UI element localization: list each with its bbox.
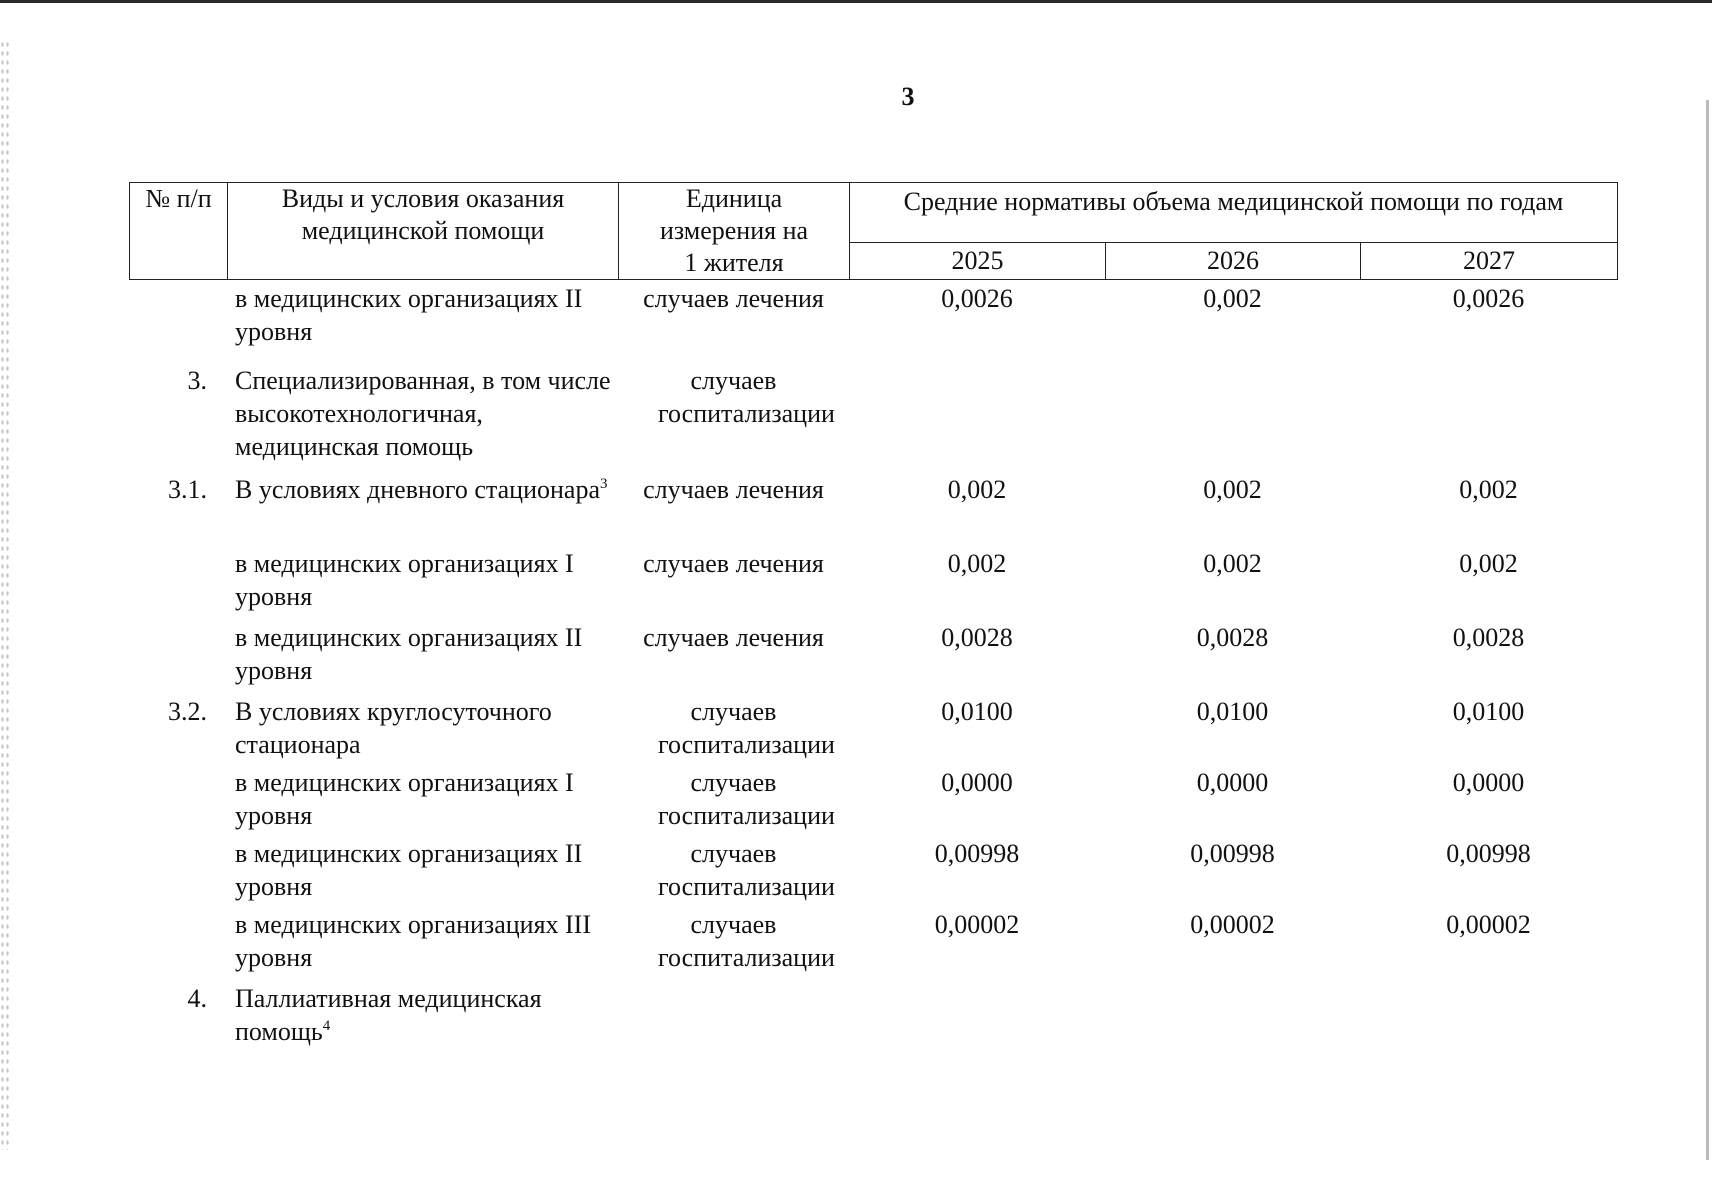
row-number — [129, 908, 227, 982]
value-2026: 0,002 — [1203, 475, 1262, 504]
table-header — [129, 182, 1618, 280]
value-2025: 0,00002 — [934, 910, 1020, 939]
row-number — [129, 282, 227, 364]
value-2025: 0,0000 — [941, 768, 1013, 797]
value-2026: 0,002 — [1203, 549, 1262, 578]
table-row — [129, 982, 1617, 1052]
value-2026: 0,0028 — [1196, 623, 1269, 652]
value-2025 — [849, 982, 1105, 1052]
value-2027 — [1360, 364, 1617, 473]
value-2027: 0,0026 — [1452, 284, 1525, 313]
row-unit — [618, 982, 849, 1052]
row-unit: случаев госпитализации — [658, 697, 835, 759]
value-2025: 0,002 — [947, 549, 1007, 578]
header-year-2027: 2027 — [1361, 242, 1618, 279]
value-2025: 0,0100 — [941, 697, 1013, 726]
row-number: 3.2. — [168, 697, 207, 726]
value-2026: 0,0000 — [1196, 768, 1269, 797]
value-2026: 0,00002 — [1190, 910, 1275, 939]
value-2027: 0,0028 — [1452, 623, 1525, 652]
header-year-2025: 2025 — [850, 242, 1106, 279]
header-num: № п/п — [130, 183, 228, 280]
header-kind: Виды и условия оказания медицинской помощи — [228, 183, 619, 280]
value-2025: 0,0026 — [941, 284, 1013, 313]
value-2025: 0,0028 — [941, 623, 1013, 652]
page-number: 3 — [901, 82, 915, 111]
row-name: в медицинских организациях III уровня — [235, 910, 592, 972]
row-name: в медицинских организациях II уровня — [235, 284, 583, 346]
row-name: В условиях круглосуточного стационара — [235, 697, 552, 759]
value-2027: 0,0100 — [1452, 697, 1525, 726]
row-number: 3.1. — [168, 475, 207, 504]
row-number: 3. — [187, 366, 207, 395]
value-2026: 0,002 — [1203, 284, 1262, 313]
value-2027: 0,0000 — [1452, 768, 1525, 797]
row-unit: случаев лечения — [643, 549, 824, 578]
table-body — [129, 282, 1617, 1052]
scan-edge-left — [0, 40, 9, 1150]
row-unit: случаев госпитализации — [658, 910, 835, 972]
table-row — [129, 547, 1617, 621]
table-row — [129, 695, 1617, 766]
row-name: в медицинских организациях I уровня — [235, 549, 574, 611]
table-row — [129, 473, 1617, 547]
row-number: 4. — [187, 984, 207, 1013]
row-name: в медицинских организациях II уровня — [235, 839, 583, 901]
row-number — [129, 766, 227, 837]
value-2025: 0,00998 — [934, 839, 1020, 868]
header-year-2026: 2026 — [1106, 242, 1361, 279]
table-row — [129, 621, 1617, 695]
value-2025 — [849, 364, 1105, 473]
row-name: в медицинских организациях II уровня — [235, 623, 583, 685]
table-row — [129, 364, 1617, 473]
table-row — [129, 837, 1617, 908]
row-number — [129, 621, 227, 695]
row-unit: случаев лечения — [643, 475, 824, 504]
value-2025: 0,002 — [947, 475, 1007, 504]
row-number — [129, 547, 227, 621]
row-unit: случаев лечения — [643, 623, 824, 652]
row-name: Специализированная, в том числе высокотехнологичная, медицинская помощь — [235, 366, 611, 461]
value-2026: 0,00998 — [1190, 839, 1275, 868]
top-border-line — [0, 0, 1712, 3]
value-2027: 0,002 — [1459, 475, 1518, 504]
header-group: Средние нормативы объема медицинской помощи по годам — [850, 183, 1618, 243]
row-name: Паллиативная медицинская помощь$^4$ — [235, 984, 542, 1046]
value-2026: 0,0100 — [1196, 697, 1269, 726]
row-unit: случаев госпитализации — [658, 839, 835, 901]
value-2027: 0,002 — [1459, 549, 1518, 578]
row-name: в медицинских организациях I уровня — [235, 768, 574, 830]
header-unit: Единица измерения на 1 жителя — [619, 183, 850, 280]
value-2027: 0,00002 — [1446, 910, 1531, 939]
table-row — [129, 766, 1617, 837]
row-number — [129, 837, 227, 908]
scan-edge-right — [1706, 100, 1709, 1160]
row-name: В условиях дневного стационара$^3$ — [235, 475, 608, 504]
row-unit: случаев лечения — [643, 284, 824, 313]
value-2026 — [1105, 364, 1360, 473]
value-2027: 0,00998 — [1446, 839, 1531, 868]
value-2026 — [1105, 982, 1360, 1052]
table-row — [129, 908, 1617, 982]
row-unit: случаев госпитализации — [658, 366, 835, 428]
value-2027 — [1360, 982, 1617, 1052]
table-row — [129, 282, 1617, 364]
row-unit: случаев госпитализации — [658, 768, 835, 830]
